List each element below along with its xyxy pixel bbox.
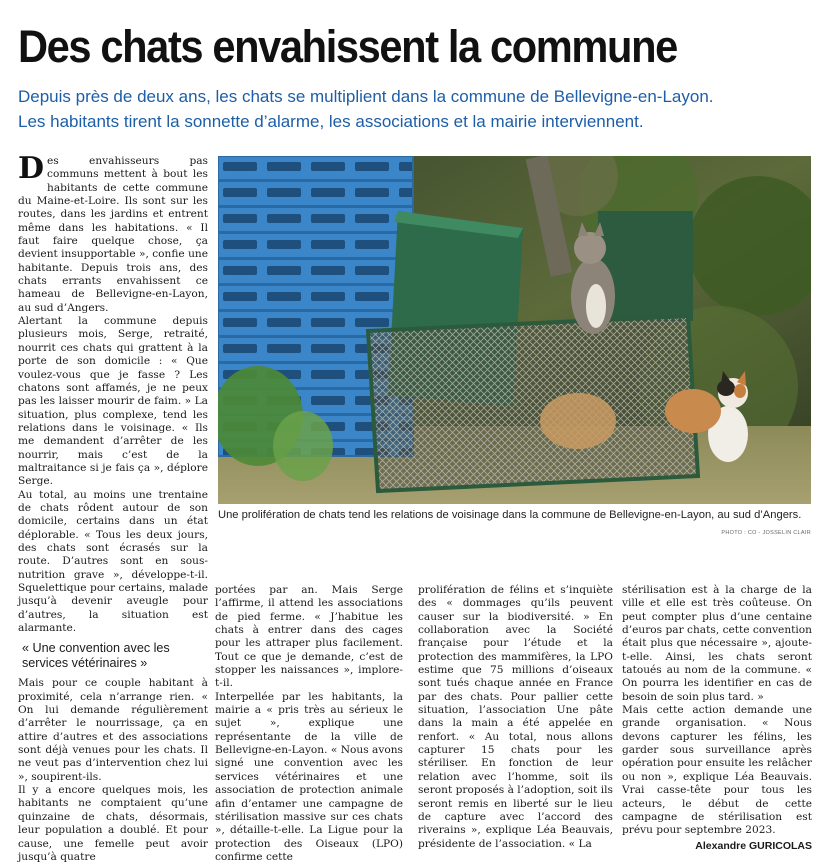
photo-caption: Une prolifération de chats tend les relations de voisinage dans la commune de Bellevigne-en-Layon, au sud d’Angers. — [218, 509, 802, 521]
drop-cap: D — [18, 151, 45, 186]
article-column-4 — [622, 584, 812, 853]
paragraph-text: es envahisseurs pas communs mettent à bout les habitants de cette commune du Maine-et-Loire. Ils sont sur les routes, dans les jardins et entrent même dans les habitations. « Il faut faire quelque chose, ça devient insupportable », confie une habitante. Depuis trois ans, des chats errants envahissent ce hameau de Bellevigne-en-Layon, au sud d’Angers. — [18, 155, 208, 314]
lede-line-2: Les habitants tirent la sonnette d’alarme, les associations et la mairie interviennent. — [18, 112, 644, 131]
paragraph: Interpellée par les habitants, la mairie a « pris très au sérieux le sujet », explique une représentante de la ville de Bellevigne-en-Layon. « Nous avons signé une convention avec les services vétérinaires et une association de protection animale afin d’entamer une campagne de stérilisation massive sur ces chats », détaille-t-elle. La Ligue pour la protection des Oiseaux (LPO) confirme cette — [215, 690, 403, 863]
paragraph: stérilisation est à la charge de la ville et elle est très coûteuse. On peut compter plus d’une centaine d’euros par chats, cette convention était plus que nécessaire », ajoute-t-elle. Ainsi, les chats seront tatoués au nom de la commune. « On pourra les identifier en cas de besoin de soin plus tard. » — [622, 584, 812, 703]
paragraph: Alertant la commune depuis plusieurs mois, Serge, retraité, nourrit ces chats qui grattent à la porte de son domicile : « Que voulez-vous que je fasse ? Les chatons sont affamés, je ne peux pas les laisser mourir de faim. » La situation, plus complexe, tend les relations dans le voisinage. « Ils me demandent d’arrêter de les nourrir, mais c’est de la maltraitance si je fais ça », déplore Serge. — [18, 315, 208, 488]
cats-photo-illustration — [218, 156, 811, 504]
paragraph — [18, 151, 208, 315]
article-column-3 — [418, 584, 613, 851]
paragraph: portées par an. Mais Serge l’affirme, il attend les associations de pied ferme. « J’habitue les chats à entrer dans des cages pour les attraper plus facilement. Tout ce que je demande, c’est de stopper les naissances », implore-t-il. — [215, 584, 403, 690]
paragraph: Mais cette action demande une grande organisation. « Nous devons capturer les félins, les garder sous surveillance après opération pour ensuite les relâcher ou non », explique Léa Beauvais. Vrai casse-tête pour tous les acteurs, le début de cette campagne de stérilisation est prévu pour septembre 2023. — [622, 704, 812, 837]
paragraph: Mais pour ce couple habitant à proximité, cela n’arrange rien. « On lui demande régulièrement d’arrêter le nourrissage, ça en attire d’autres et des associations sont déjà venues pour les chats. Il ne veut pas d’intervention chez lui », soupirent-ils. — [18, 677, 208, 783]
photo-credit: PHOTO : CO - JOSSELIN CLAIR — [721, 530, 811, 536]
paragraph: Au total, au moins une trentaine de chats rôdent autour de son domicile, certains dans un état déplorable. « Tous les deux jours, des chats sont écrasés sur la route. D’autres sont en sous-nutrition grave », développe-t-il. Squelettique pour certains, malade jusqu’à devenir aveugle pour d’autres, la situation est alarmante. — [18, 488, 208, 635]
article-photo — [218, 156, 811, 504]
article-column-1 — [18, 151, 208, 864]
article-column-2 — [215, 584, 403, 864]
byline: Alexandre GURICOLAS — [695, 839, 812, 852]
lede-line-1: Depuis près de deux ans, les chats se multiplient dans la commune de Bellevigne-en-Layon. — [18, 87, 714, 106]
paragraph: Il y a encore quelques mois, les habitants ne comptaient qu’une quinzaine de chats, désormais, leur population a doublé. Et pour cause, une femelle peut avoir jusqu’à quatre — [18, 784, 208, 863]
lede — [18, 84, 818, 134]
paragraph: prolifération de félins et s’inquiète des « dommages qu’ils peuvent causer sur la biodiversité. » En collaboration avec la Société française pour l’étude et la protection des mammifères, la LPO estime que 75 millions d’oiseaux sont tués chaque année en France par des chats. Pour pallier cette situation, l’association Une pâte dans la main a été appelée en renfort. « Au total, nous allons capturer 15 chats pour les stériliser. En fonction de leur relation avec l’homme, soit ils seront proposés à l’adoption, soit ils seront remis en liberté sur le lieu de capture avec l’accord des riverains », explique Léa Beauvais, présidente de l’association. « La — [418, 584, 613, 850]
headline: Des chats envahissent la commune — [18, 21, 677, 72]
subheading: « Une convention avec les services vétérinaires » — [22, 641, 170, 671]
